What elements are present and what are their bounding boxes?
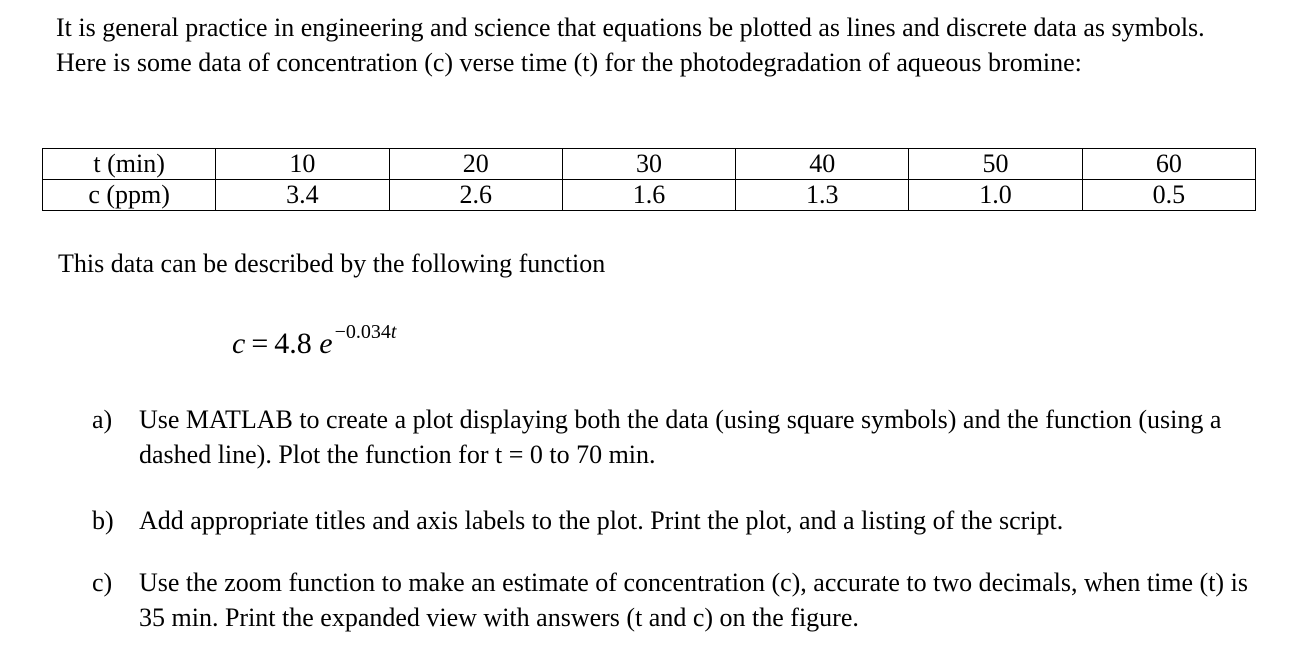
question-a	[92, 402, 1272, 472]
equation-exponent-value: −0.034	[334, 321, 391, 343]
table-cell: 1.6	[562, 180, 735, 211]
question-b	[92, 503, 1272, 538]
question-marker: b)	[92, 506, 114, 535]
table-cell: 1.3	[736, 180, 909, 211]
equation-exponent-var: t	[390, 321, 397, 343]
data-table	[42, 148, 1256, 211]
function-lead-text: This data can be described by the following function	[58, 249, 606, 278]
question-text: Add appropriate titles and axis labels to the plot. Print the plot, and a listing of the script.	[139, 506, 1064, 535]
equation-base: e	[319, 327, 333, 360]
table-cell: 40	[736, 149, 909, 180]
row-label-concentration: c (ppm)	[43, 180, 216, 211]
table-cell: 50	[909, 149, 1082, 180]
table-row	[43, 149, 1256, 180]
table-cell: 2.6	[389, 180, 562, 211]
equation-equals: =	[251, 327, 269, 360]
question-text: Use MATLAB to create a plot displaying both the data (using square symbols) and the function (using a dashed line). Plot the function for t = 0 to 70 min.	[139, 405, 1222, 469]
equation	[232, 316, 396, 364]
equation-lhs: c	[232, 327, 246, 360]
table-cell: 0.5	[1082, 180, 1255, 211]
question-marker: a)	[92, 405, 113, 434]
table-cell: 60	[1082, 149, 1255, 180]
question-text: Use the zoom function to make an estimate of concentration (c), accurate to two decimals, when time (t) is 35 min. Print the expanded view with answers (t and c) on the figure.	[139, 568, 1248, 632]
intro-paragraph: It is general practice in engineering and science that equations be plotted as lines and discrete data as symbols. Here is some data of concentration (c) verse time (t) for the photodegradation of aqueous bromine:	[56, 13, 1205, 77]
table-cell: 1.0	[909, 180, 1082, 211]
table-cell: 30	[562, 149, 735, 180]
table-cell: 10	[216, 149, 389, 180]
row-label-time: t (min)	[43, 149, 216, 180]
equation-exponent	[335, 321, 397, 343]
equation-coefficient: 4.8	[274, 327, 312, 360]
table-cell: 20	[389, 149, 562, 180]
question-marker: c)	[92, 568, 113, 597]
question-c	[92, 565, 1272, 635]
table-cell: 3.4	[216, 180, 389, 211]
table-row	[43, 180, 1256, 211]
